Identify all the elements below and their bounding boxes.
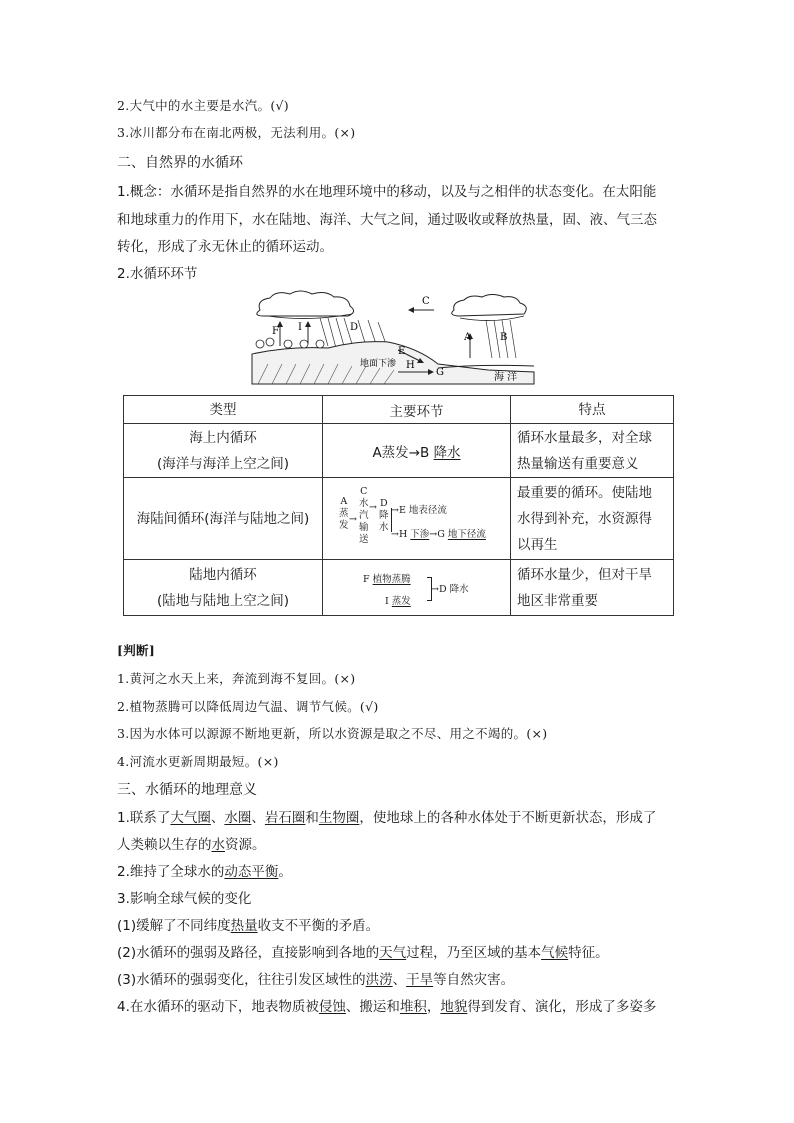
paragraph-line: 1.联系了大气圈、水圈、岩石圈和生物圈，使地球上的各种水体处于不断更新状态，形成了 [117,810,657,826]
step-a: A蒸发 [372,444,409,461]
flow-label: 蒸发 [391,595,411,607]
paragraph-line: 4.在水循环的驱动下，地表物质被侵蚀、搬运和堆积，地貌得到发育、演化，形成了多姿多 [117,999,657,1015]
flow-label: 地下径流 [447,528,486,540]
svg-text:地面下渗: 地面下渗 [360,359,397,369]
flow-label: F [363,573,373,585]
flow-label: 发 [339,519,349,531]
svg-text:F: F [272,326,279,337]
cycle-type: 海陆间循环(海洋与陆地之间) [136,510,310,527]
flow-label: G [437,528,448,540]
cycle-type: 陆地内循环 [189,566,257,583]
flow-label: D 降水 [438,583,469,595]
paragraph-line: (1)缓解了不同纬度热量收支不平衡的矛盾。 [117,918,380,934]
flow-label: 水 [379,521,389,533]
header-type: 类型 [124,396,323,424]
paragraph-line: 1.概念：水循环是指自然界的水在地理环境中的移动，以及与之相伴的状态变化。在太阳能 [117,184,657,200]
sea-land-flow: A 蒸 发 → C 水 汽 输 送 → D 降 水 →E 地表径流 →H 下渗→G 地下径流 [339,485,486,545]
svg-text:B: B [500,332,508,343]
feature-line: 循环水量少，但对干旱 [517,566,652,583]
table-row [124,478,674,560]
flow-label: D [379,497,388,509]
judge-item: 4.河流水更新周期最短。(×) [117,754,279,769]
judge-item: 2.植物蒸腾可以降低周边气温、调节气候。(√) [117,699,379,714]
svg-text:A: A [464,332,472,343]
table-row [124,560,674,616]
flow-label: 送 [359,533,369,545]
paragraph-line: 和地球重力的作用下，水在陆地、海洋、大气之间，通过吸收或释放热量，固、液、气三态 [117,212,657,228]
subsection-title: 2.水循环环节 [117,266,198,282]
cycle-type: 海上内循环 [189,429,257,446]
header-links: 主要环节 [323,396,511,424]
paragraph-line: 3.影响全球气候的变化 [117,891,252,907]
paragraph-line: 转化，形成了永无休止的循环运动。 [117,239,333,255]
feature-line: 水得到补充，水资源得 [517,510,652,527]
flow-label: H [398,528,411,540]
flow-label: A [340,495,348,507]
svg-text:E: E [398,346,406,357]
step-b-prefix: B [420,444,434,461]
judge-item: 1.黄河之水天上来，奔流到海不复回。(×) [117,671,356,686]
paragraph-line: 2.维持了全球水的动态平衡。 [117,864,292,880]
feature-line: 循环水量最多，对全球 [517,429,652,446]
table-row: 海上内循环 (海洋与海洋上空之间) A蒸发→B 降水 循环水量最多，对全球 热量输送有重要意义 [124,424,674,478]
section-title: 二、自然界的水循环 [117,155,243,171]
flow-label: 蒸 [339,507,349,519]
feature-line: 以再生 [517,536,558,553]
paragraph-line: (2)水循环的强弱及路径，直接影响到各地的天气过程，乃至区域的基本气候特征。 [117,945,609,961]
svg-text:C: C [422,296,430,307]
flow-label: I [385,595,392,607]
flow-label: 下渗 [410,528,430,540]
section-title: 三、水循环的地理意义 [117,782,257,798]
flow-label: C [360,485,368,497]
cycle-scope: (海洋与海洋上空之间) [156,455,290,472]
flow-label: 降 [379,509,389,521]
feature-line: 最重要的循环。使陆地 [517,484,652,501]
paragraph-line: (3)水循环的强弱变化，往往引发区域性的洪涝、干旱等自然灾害。 [117,972,515,988]
judge-line: 3.冰川都分布在南北两极，无法利用。(×) [117,125,356,140]
flow-label: 输 [359,521,369,533]
header-features: 特点 [511,396,674,424]
water-cycle-diagram [248,288,538,388]
judge-item: 3.因为水体可以源源不断地更新，所以水资源是取之不尽、用之不竭的。(×) [117,726,548,741]
judge-title: [判断] [117,643,156,658]
flow-label: 汽 [359,509,369,521]
cycle-scope: (陆地与陆地上空之间) [156,592,290,609]
step-b: 降水 [433,444,461,461]
svg-text:H: H [406,360,415,371]
feature-line: 热量输送有重要意义 [517,455,639,472]
flow-label: E 地表径流 [398,504,447,516]
flow-label: 植物蒸腾 [372,573,411,585]
judge-line: 2.大气中的水主要是水汽。(√) [117,98,289,113]
svg-text:D: D [350,322,359,333]
land-flow: F 植物蒸腾 I 蒸发 →D 降水 [363,573,469,607]
paragraph-line: 人类赖以生存的水资源。 [117,837,266,853]
svg-text:I: I [298,322,302,333]
svg-text:海 洋: 海 洋 [494,372,518,383]
feature-line: 地区非常重要 [517,592,598,609]
flow-label: 水 [359,497,369,509]
svg-text:G: G [436,367,444,378]
water-cycle-table [123,395,674,616]
